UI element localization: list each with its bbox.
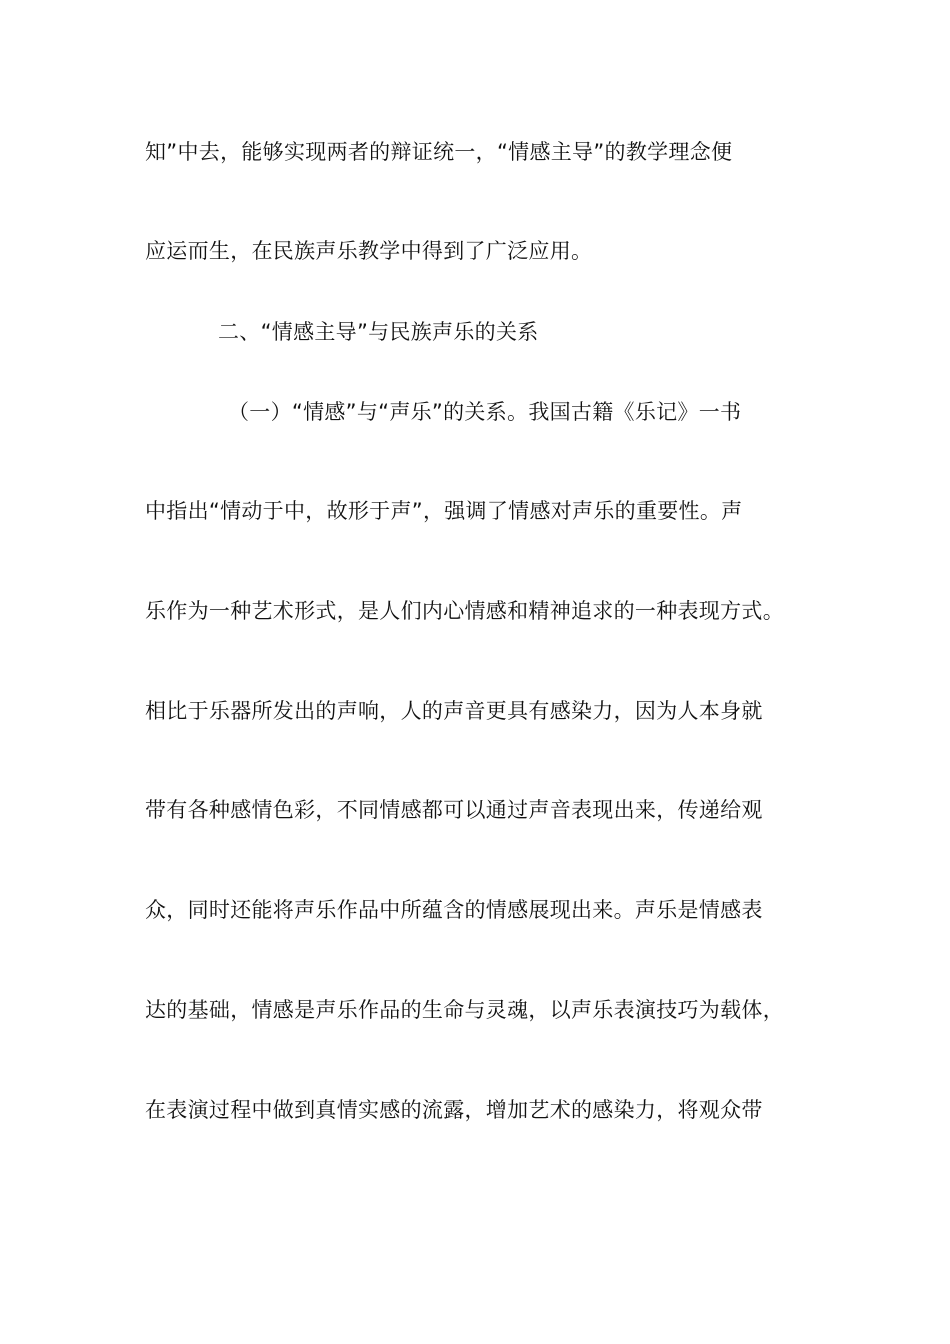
paragraph-line: 应运而生，在民族声乐教学中得到了广泛应用。 <box>145 239 593 263</box>
paragraph-line: 达的基础，情感是声乐作品的生命与灵魂，以声乐表演技巧为载体， <box>145 998 784 1022</box>
paragraph-line: 带有各种感情色彩，不同情感都可以通过声音表现出来，传递给观 <box>145 798 763 822</box>
paragraph-line: 乐作为一种艺术形式，是人们内心情感和精神追求的一种表现方式。 <box>145 599 784 623</box>
paragraph-line: 在表演过程中做到真情实感的流露，增加艺术的感染力，将观众带 <box>145 1098 763 1122</box>
subsection-line: （一）“情感”与“声乐”的关系。我国古籍《乐记》一书 <box>228 400 742 424</box>
paragraph-line: 中指出“情动于中，故形于声”，强调了情感对声乐的重要性。声 <box>145 499 743 523</box>
paragraph-line: 众，同时还能将声乐作品中所蕴含的情感展现出来。声乐是情感表 <box>145 898 763 922</box>
paragraph-line: 相比于乐器所发出的声响，人的声音更具有感染力，因为人本身就 <box>145 699 763 723</box>
paragraph-line: 知”中去，能够实现两者的辩证统一，“情感主导”的教学理念便 <box>145 140 733 164</box>
section-heading: 二、“情感主导”与民族声乐的关系 <box>218 320 539 344</box>
